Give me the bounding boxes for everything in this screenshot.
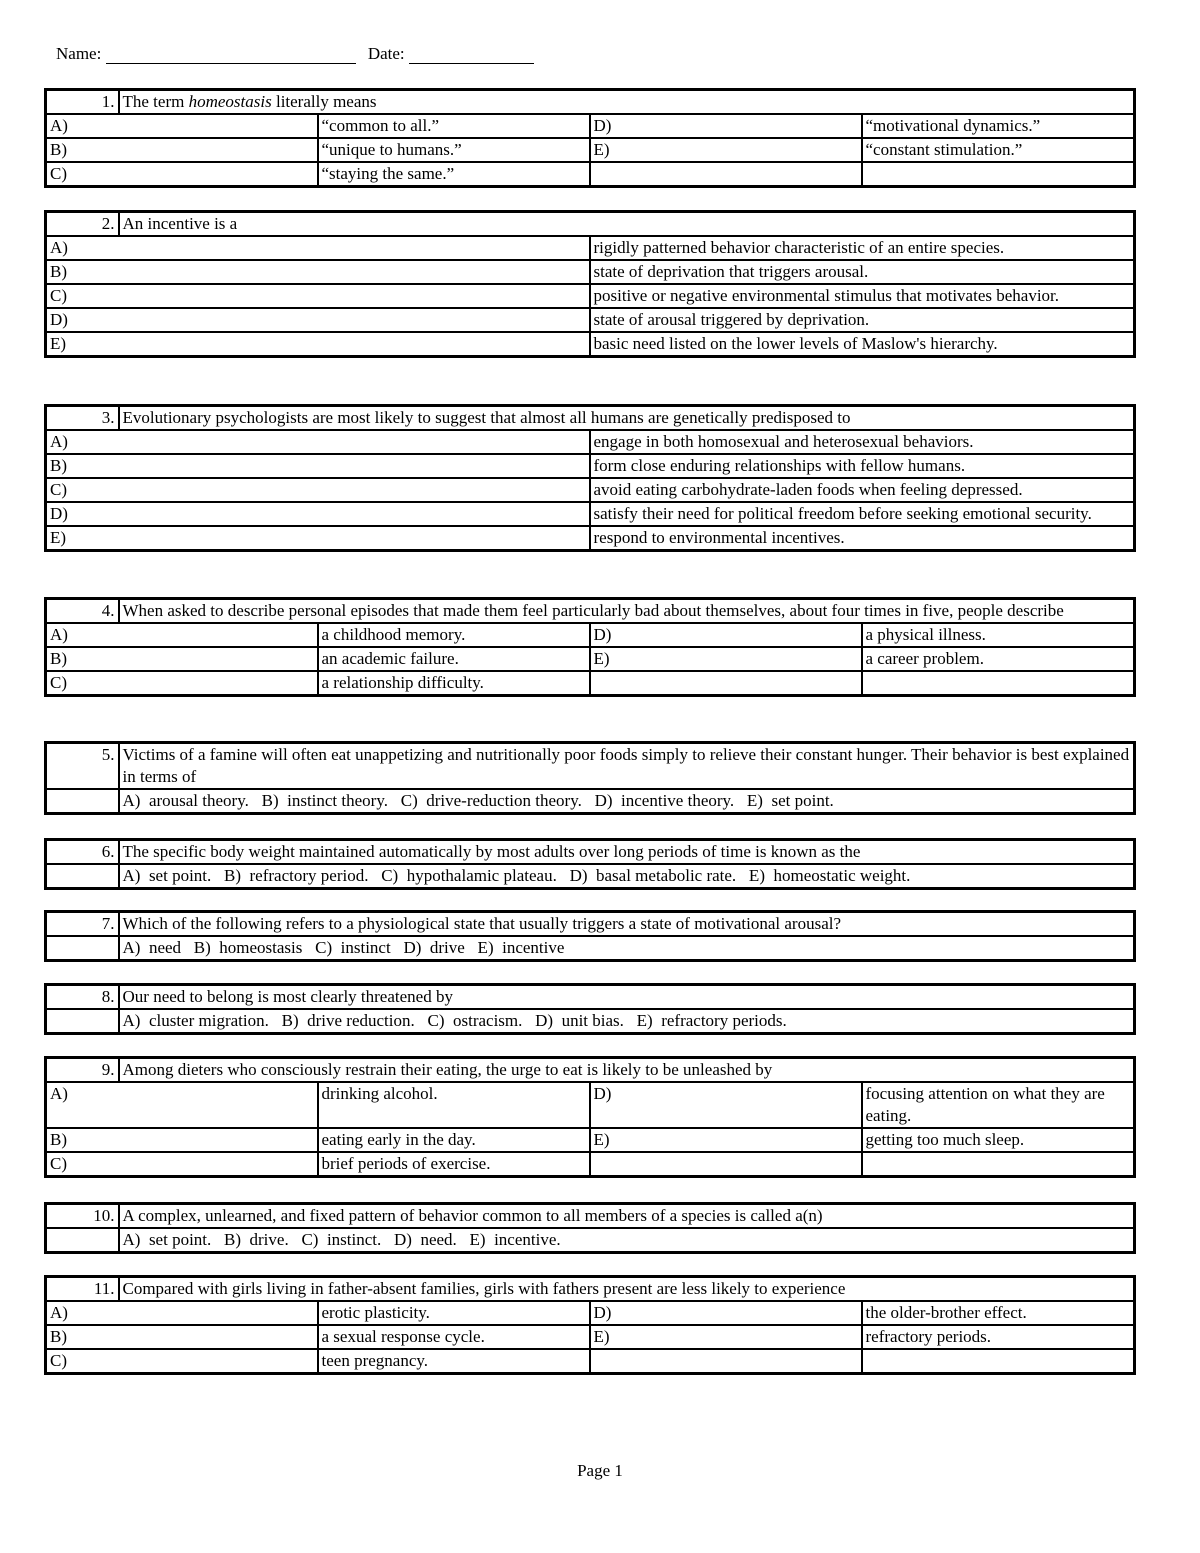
question-7 bbox=[44, 910, 1136, 962]
choice-letter[interactable]: E) bbox=[590, 1128, 862, 1152]
question-stem: A complex, unlearned, and fixed pattern of behavior common to all members of a species is called a(n) bbox=[119, 1204, 1135, 1229]
empty-cell bbox=[46, 1009, 119, 1034]
choice-text[interactable]: “constant stimulation.” bbox=[862, 138, 1135, 162]
choice-letter[interactable]: E) bbox=[590, 138, 862, 162]
choice-letter[interactable]: D) bbox=[46, 502, 590, 526]
choice-text[interactable]: “staying the same.” bbox=[318, 162, 590, 187]
choice-text[interactable]: respond to environmental incentives. bbox=[590, 526, 1135, 551]
choice-text[interactable]: rigidly patterned behavior characteristic of an entire species. bbox=[590, 236, 1135, 260]
question-stem: An incentive is a bbox=[119, 212, 1135, 237]
choice-text[interactable]: refractory periods. bbox=[862, 1325, 1135, 1349]
choice-letter[interactable]: B) bbox=[46, 1325, 318, 1349]
choice-text[interactable]: an academic failure. bbox=[318, 647, 590, 671]
answer-options[interactable]: A) need B) homeostasis C) instinct D) drive E) incentive bbox=[119, 936, 1135, 961]
choice-letter[interactable]: B) bbox=[46, 1128, 318, 1152]
question-number: 5. bbox=[46, 743, 119, 790]
choice-letter[interactable]: A) bbox=[46, 430, 590, 454]
choice-letter[interactable]: A) bbox=[46, 236, 590, 260]
choice-letter[interactable]: A) bbox=[46, 623, 318, 647]
choice-letter[interactable]: C) bbox=[46, 162, 318, 187]
choice-text[interactable]: a relationship difficulty. bbox=[318, 671, 590, 696]
empty-cell bbox=[590, 1152, 862, 1177]
choice-letter[interactable]: B) bbox=[46, 454, 590, 478]
choice-letter[interactable]: B) bbox=[46, 138, 318, 162]
choice-letter[interactable]: D) bbox=[590, 1301, 862, 1325]
name-label: Name: bbox=[56, 44, 102, 63]
question-number: 8. bbox=[46, 985, 119, 1010]
choice-letter[interactable]: A) bbox=[46, 1082, 318, 1128]
choice-text[interactable]: brief periods of exercise. bbox=[318, 1152, 590, 1177]
question-4 bbox=[44, 597, 1136, 697]
question-stem: The specific body weight maintained automatically by most adults over long periods of time is known as the bbox=[119, 840, 1135, 865]
question-number: 3. bbox=[46, 406, 119, 431]
question-1 bbox=[44, 88, 1136, 188]
empty-cell bbox=[862, 671, 1135, 696]
question-number: 10. bbox=[46, 1204, 119, 1229]
question-9 bbox=[44, 1056, 1136, 1178]
choice-letter[interactable]: D) bbox=[46, 308, 590, 332]
choice-letter[interactable]: D) bbox=[590, 623, 862, 647]
choice-letter[interactable]: A) bbox=[46, 1301, 318, 1325]
choice-letter[interactable]: A) bbox=[46, 114, 318, 138]
empty-cell bbox=[46, 864, 119, 889]
question-number: 7. bbox=[46, 912, 119, 937]
empty-cell bbox=[862, 1152, 1135, 1177]
empty-cell bbox=[590, 1349, 862, 1374]
question-5 bbox=[44, 741, 1136, 815]
answer-options[interactable]: A) set point. B) drive. C) instinct. D) need. E) incentive. bbox=[119, 1228, 1135, 1253]
choice-letter[interactable]: C) bbox=[46, 284, 590, 308]
choice-text[interactable]: erotic plasticity. bbox=[318, 1301, 590, 1325]
choice-letter[interactable]: E) bbox=[590, 647, 862, 671]
choice-text[interactable]: drinking alcohol. bbox=[318, 1082, 590, 1128]
question-number: 11. bbox=[46, 1277, 119, 1302]
choice-letter[interactable]: C) bbox=[46, 478, 590, 502]
choice-letter[interactable]: C) bbox=[46, 671, 318, 696]
question-number: 2. bbox=[46, 212, 119, 237]
choice-text[interactable]: state of deprivation that triggers arousal. bbox=[590, 260, 1135, 284]
answer-options[interactable]: A) set point. B) refractory period. C) hypothalamic plateau. D) basal metabolic rate. E) homeostatic weight. bbox=[119, 864, 1135, 889]
question-stem: Among dieters who consciously restrain their eating, the urge to eat is likely to be unleashed by bbox=[119, 1058, 1135, 1083]
choice-letter[interactable]: E) bbox=[46, 332, 590, 357]
question-stem: Evolutionary psychologists are most likely to suggest that almost all humans are genetically predisposed to bbox=[119, 406, 1135, 431]
question-number: 4. bbox=[46, 599, 119, 624]
choice-text[interactable]: a sexual response cycle. bbox=[318, 1325, 590, 1349]
choice-text[interactable]: eating early in the day. bbox=[318, 1128, 590, 1152]
choice-letter[interactable]: D) bbox=[590, 114, 862, 138]
question-stem: The term homeostasis literally means bbox=[119, 90, 1135, 115]
empty-cell bbox=[46, 789, 119, 814]
choice-letter[interactable]: E) bbox=[590, 1325, 862, 1349]
page-number: Page 1 bbox=[577, 1461, 623, 1480]
choice-text[interactable]: a childhood memory. bbox=[318, 623, 590, 647]
choice-letter[interactable]: B) bbox=[46, 647, 318, 671]
choice-letter[interactable]: C) bbox=[46, 1349, 318, 1374]
choice-text[interactable]: the older-brother effect. bbox=[862, 1301, 1135, 1325]
choice-text[interactable]: positive or negative environmental stimulus that motivates behavior. bbox=[590, 284, 1135, 308]
choice-text[interactable]: a physical illness. bbox=[862, 623, 1135, 647]
choice-text[interactable]: “unique to humans.” bbox=[318, 138, 590, 162]
choice-text[interactable]: getting too much sleep. bbox=[862, 1128, 1135, 1152]
name-field[interactable] bbox=[106, 46, 356, 64]
question-6 bbox=[44, 838, 1136, 890]
question-number: 9. bbox=[46, 1058, 119, 1083]
choice-text[interactable]: “motivational dynamics.” bbox=[862, 114, 1135, 138]
question-number: 6. bbox=[46, 840, 119, 865]
choice-text[interactable]: a career problem. bbox=[862, 647, 1135, 671]
choice-text[interactable]: focusing attention on what they are eating. bbox=[862, 1082, 1135, 1128]
question-2 bbox=[44, 210, 1136, 358]
empty-cell bbox=[862, 1349, 1135, 1374]
question-stem: Compared with girls living in father-absent families, girls with fathers present are less likely to experience bbox=[119, 1277, 1135, 1302]
choice-text[interactable]: teen pregnancy. bbox=[318, 1349, 590, 1374]
choice-letter[interactable]: B) bbox=[46, 260, 590, 284]
choice-text[interactable]: basic need listed on the lower levels of Maslow's hierarchy. bbox=[590, 332, 1135, 357]
date-label: Date: bbox=[367, 44, 405, 63]
question-3 bbox=[44, 404, 1136, 552]
choice-text[interactable]: form close enduring relationships with fellow humans. bbox=[590, 454, 1135, 478]
question-number: 1. bbox=[46, 90, 119, 115]
question-stem: Victims of a famine will often eat unappetizing and nutritionally poor foods simply to relieve their constant hunger. Their behavior is best explained in terms of bbox=[119, 743, 1135, 790]
empty-cell bbox=[862, 162, 1135, 187]
choice-text[interactable]: “common to all.” bbox=[318, 114, 590, 138]
question-10 bbox=[44, 1202, 1136, 1254]
question-8 bbox=[44, 983, 1136, 1035]
choice-text[interactable]: state of arousal triggered by deprivation. bbox=[590, 308, 1135, 332]
answer-options[interactable]: A) cluster migration. B) drive reduction. C) ostracism. D) unit bias. E) refractory periods. bbox=[119, 1009, 1135, 1034]
choice-text[interactable]: satisfy their need for political freedom before seeking emotional security. bbox=[590, 502, 1135, 526]
date-field[interactable] bbox=[409, 46, 534, 64]
empty-cell bbox=[46, 936, 119, 961]
choice-text[interactable]: engage in both homosexual and heterosexual behaviors. bbox=[590, 430, 1135, 454]
choice-letter[interactable]: D) bbox=[590, 1082, 862, 1128]
empty-cell bbox=[590, 671, 862, 696]
empty-cell bbox=[46, 1228, 119, 1253]
choice-letter[interactable]: E) bbox=[46, 526, 590, 551]
question-stem: Which of the following refers to a physiological state that usually triggers a state of motivational arousal? bbox=[119, 912, 1135, 937]
empty-cell bbox=[590, 162, 862, 187]
answer-options[interactable]: A) arousal theory. B) instinct theory. C) drive-reduction theory. D) incentive theory. E) set point. bbox=[119, 789, 1135, 814]
question-stem: Our need to belong is most clearly threatened by bbox=[119, 985, 1135, 1010]
choice-letter[interactable]: C) bbox=[46, 1152, 318, 1177]
worksheet-header bbox=[56, 44, 534, 64]
question-11 bbox=[44, 1275, 1136, 1375]
question-stem: When asked to describe personal episodes that made them feel particularly bad about themselves, about four times in five, people describe bbox=[119, 599, 1135, 624]
choice-text[interactable]: avoid eating carbohydrate-laden foods when feeling depressed. bbox=[590, 478, 1135, 502]
